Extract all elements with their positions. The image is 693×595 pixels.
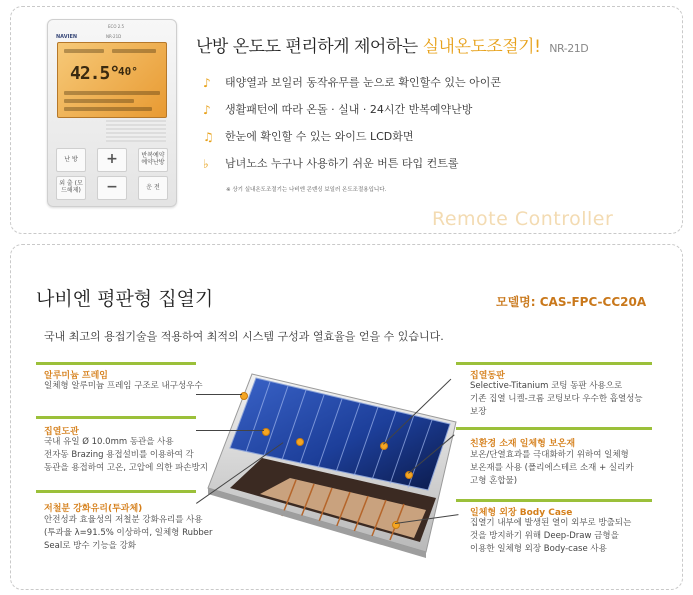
divider-case xyxy=(456,499,652,502)
callout-title-glass: 저철분 강화유리(투과체) xyxy=(44,504,143,514)
callout-body-plate: Selective-Titanium 코팅 동판 사용으로 기존 집열 니켈-크롬 코팅보다 우수한 흡열성능 보장 xyxy=(470,381,643,417)
connector-line xyxy=(196,430,264,431)
top-headline xyxy=(196,32,588,57)
callout-title-tube: 집열도관 xyxy=(44,427,79,437)
remote-away-button[interactable]: 외 출 (모드해제) xyxy=(56,176,86,200)
remote-top-text: ECO 2.5 xyxy=(108,24,125,29)
callout-body-glass: 안전성과 효율성의 저철분 강화유리를 사용 (투과율 λ=91.5% 이상하여, 일체형 Rubber Seal로 방수 기능을 강화 xyxy=(44,515,213,551)
callout-title-case: 일체형 외장 Body Case xyxy=(470,508,573,518)
remote-run-button[interactable]: 운 전 xyxy=(138,176,168,200)
callout-title-insulation: 친환경 소재 일체형 보온재 xyxy=(470,439,576,449)
callout-body-insulation: 보온/단열효과를 극대화하기 위하여 일체형 보온재를 사용 (폴리에스테르 소재 + 실리카 고형 혼합물) xyxy=(470,450,634,486)
callout-dot-glass xyxy=(296,438,304,446)
music-note-icon: ♫ xyxy=(203,130,214,144)
lcd-temperature: 42.5° xyxy=(70,63,120,84)
headline-model: NR-21D xyxy=(549,42,589,55)
feature-text: 남녀노소 누구나 사용하기 쉬운 버튼 타입 컨트롤 xyxy=(225,157,459,170)
connector-line xyxy=(196,394,242,395)
collector-title: 나비엔 평판형 집열기 xyxy=(36,288,214,310)
divider-tube xyxy=(36,416,196,419)
callout-title-frame: 알루미늄 프레임 xyxy=(44,371,108,381)
headline-main: 난방 온도도 편리하게 제어하는 xyxy=(196,37,418,57)
headline-accent: 실내온도조절기! xyxy=(422,37,541,57)
feature-item xyxy=(203,157,501,184)
remote-heat-button[interactable]: 난 방 xyxy=(56,148,86,172)
remote-controller-watermark: Remote Controller xyxy=(432,208,614,230)
remote-controller-image xyxy=(47,19,177,207)
callout-body-case: 집열기 내부에 발생된 열이 외부로 방출되는 것을 방지하기 위해 Deep-Draw 금형을 이용한 일체형 외장 Body-case 사용 xyxy=(470,518,632,554)
music-note-icon: ♪ xyxy=(203,103,211,117)
lcd-sub-temperature: 40° xyxy=(118,65,138,78)
music-note-icon: ♪ xyxy=(203,76,211,90)
divider-frame xyxy=(36,362,196,365)
feature-item xyxy=(203,103,501,130)
remote-plus-button[interactable]: + xyxy=(97,148,127,172)
remote-speaker-grille xyxy=(106,120,166,142)
remote-model-small: NR-21D xyxy=(106,34,122,39)
feature-text: 한눈에 확인할 수 있는 와이드 LCD화면 xyxy=(225,130,414,143)
remote-reservation-button[interactable]: 반복예약 예약난방 xyxy=(138,148,168,172)
callout-title-plate: 집열동판 xyxy=(470,371,505,381)
remote-brand: NAVIEN xyxy=(56,34,78,40)
collector-intro: 국내 최고의 용접기술을 적용하여 최적의 시스템 구성과 열효율을 얻을 수 있습니다. xyxy=(44,330,444,343)
divider-plate xyxy=(456,362,652,365)
remote-minus-button[interactable]: − xyxy=(97,176,127,200)
feature-list xyxy=(203,76,501,184)
divider-glass xyxy=(36,490,196,493)
feature-item xyxy=(203,130,501,157)
callout-body-tube: 국내 유일 Ø 10.0mm 동관을 사용 전자동 Brazing 용접설비를 이용하여 각 동관을 용접하여 고온, 고압에 의한 파손방지 xyxy=(44,437,209,473)
feature-text: 생활패턴에 따라 온돌 · 실내 · 24시간 반복예약난방 xyxy=(225,103,473,116)
music-note-icon: ♭ xyxy=(203,157,209,171)
callout-body-frame: 일체형 알루미늄 프레임 구조로 내구성우수 xyxy=(44,381,203,391)
footnote: ※ 상기 실내온도조절기는 나비엔 콘덴싱 보일러 온도조절용입니다. xyxy=(226,187,387,193)
collector-model-label: 모델명: CAS-FPC-CC20A xyxy=(496,295,647,309)
feature-text: 태양열과 보일러 동작유무를 눈으로 확인할수 있는 아이콘 xyxy=(225,76,502,89)
feature-item xyxy=(203,76,501,103)
lcd-display-icon xyxy=(57,42,167,118)
divider-insulation xyxy=(456,427,652,430)
